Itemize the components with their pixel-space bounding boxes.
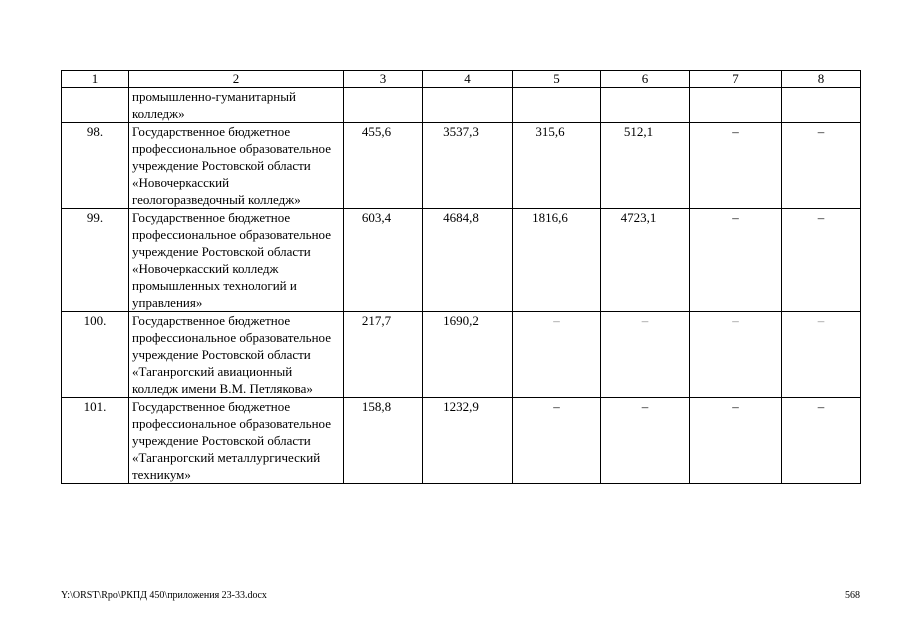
row-number: 101. bbox=[62, 398, 129, 484]
column-header-6: 6 bbox=[601, 71, 690, 88]
value-col8: – bbox=[782, 123, 861, 209]
document-path: Y:\ORST\Rpo\РКПД 450\приложения 23-33.docx bbox=[61, 590, 267, 601]
value-col8: – bbox=[782, 312, 861, 398]
value-col5 bbox=[513, 88, 601, 123]
value-col7: – bbox=[690, 209, 782, 312]
value-col5: – bbox=[513, 398, 601, 484]
value-col5: 1816,6 bbox=[513, 209, 601, 312]
value-col4: 1690,2 bbox=[423, 312, 513, 398]
institution-name: Государственное бюджетное профессиональное образовательное учреждение Ростовской области «Новочеркасский геологоразведочный колледж» bbox=[129, 123, 344, 209]
table-row bbox=[62, 123, 861, 209]
column-header-2: 2 bbox=[129, 71, 344, 88]
value-col5: 315,6 bbox=[513, 123, 601, 209]
value-col8: – bbox=[782, 209, 861, 312]
value-col6 bbox=[601, 88, 690, 123]
value-col7: – bbox=[690, 123, 782, 209]
table-row bbox=[62, 88, 861, 123]
table-row bbox=[62, 312, 861, 398]
column-header-4: 4 bbox=[423, 71, 513, 88]
value-col4: 1232,9 bbox=[423, 398, 513, 484]
institution-name: Государственное бюджетное профессиональное образовательное учреждение Ростовской области «Таганрогский металлургический техникум» bbox=[129, 398, 344, 484]
value-col7: – bbox=[690, 312, 782, 398]
value-col6: – bbox=[601, 312, 690, 398]
data-table bbox=[61, 70, 861, 484]
value-col3: 158,8 bbox=[344, 398, 423, 484]
value-col7: – bbox=[690, 398, 782, 484]
value-col6: 4723,1 bbox=[601, 209, 690, 312]
row-number: 100. bbox=[62, 312, 129, 398]
value-col6: 512,1 bbox=[601, 123, 690, 209]
row-number: 99. bbox=[62, 209, 129, 312]
value-col3: 455,6 bbox=[344, 123, 423, 209]
institution-name: Государственное бюджетное профессиональное образовательное учреждение Ростовской области «Новочеркасский колледж промышленных технологий и управления» bbox=[129, 209, 344, 312]
value-col7 bbox=[690, 88, 782, 123]
value-col6: – bbox=[601, 398, 690, 484]
value-col3: 603,4 bbox=[344, 209, 423, 312]
page-number: 568 bbox=[845, 590, 860, 601]
column-header-8: 8 bbox=[782, 71, 861, 88]
table-row bbox=[62, 209, 861, 312]
column-header-3: 3 bbox=[344, 71, 423, 88]
header-row bbox=[62, 71, 861, 88]
institution-name: Государственное бюджетное профессиональное образовательное учреждение Ростовской области «Таганрогский авиационный колледж имени В.М. Петлякова» bbox=[129, 312, 344, 398]
column-header-5: 5 bbox=[513, 71, 601, 88]
value-col4: 3537,3 bbox=[423, 123, 513, 209]
value-col3 bbox=[344, 88, 423, 123]
column-header-7: 7 bbox=[690, 71, 782, 88]
value-col5: – bbox=[513, 312, 601, 398]
value-col4 bbox=[423, 88, 513, 123]
row-number: 98. bbox=[62, 123, 129, 209]
value-col8: – bbox=[782, 398, 861, 484]
value-col8 bbox=[782, 88, 861, 123]
column-header-1: 1 bbox=[62, 71, 129, 88]
table-row bbox=[62, 398, 861, 484]
value-col4: 4684,8 bbox=[423, 209, 513, 312]
value-col3: 217,7 bbox=[344, 312, 423, 398]
row-number bbox=[62, 88, 129, 123]
institution-name: промышленно-гуманитарный колледж» bbox=[129, 88, 344, 123]
